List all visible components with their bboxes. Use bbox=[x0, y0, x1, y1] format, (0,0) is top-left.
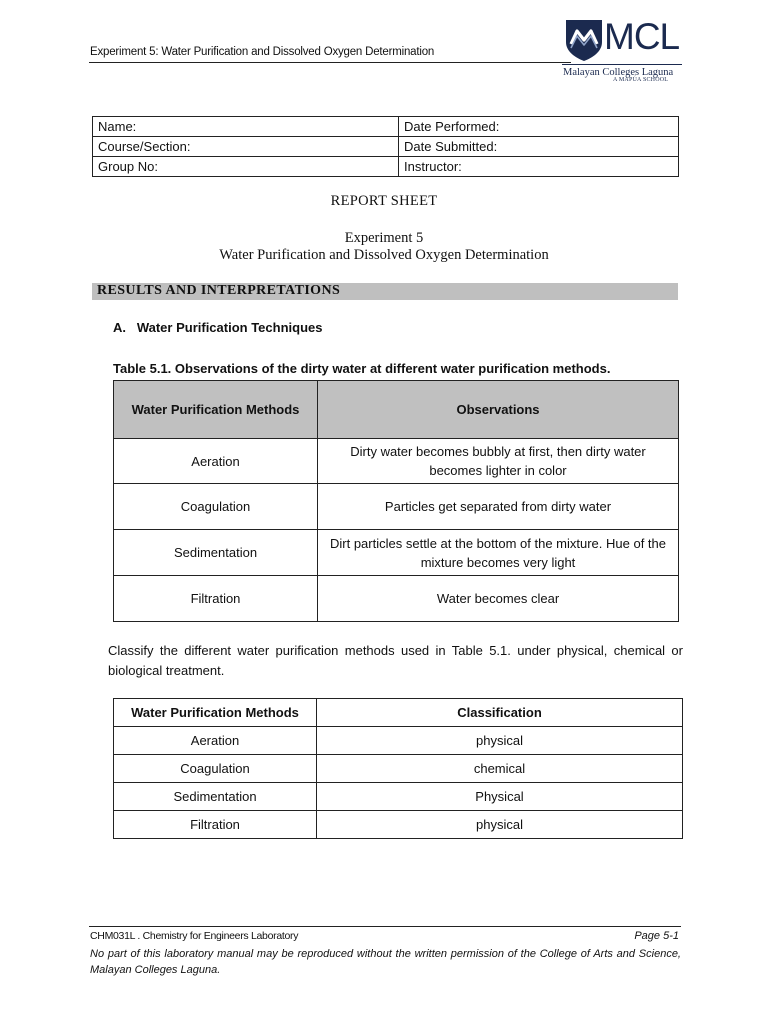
table-row bbox=[114, 727, 683, 755]
section-heading: RESULTS AND INTERPRETATIONS bbox=[97, 283, 341, 298]
section-heading-bar bbox=[92, 283, 678, 300]
report-sheet-heading: REPORT SHEET bbox=[330, 193, 438, 209]
classification-table bbox=[113, 698, 683, 839]
experiment-title: Water Purification and Dissolved Oxygen Determination bbox=[219, 247, 549, 263]
method-cell: Aeration bbox=[114, 439, 318, 484]
table-row bbox=[114, 439, 679, 484]
column-header: Observations bbox=[318, 381, 679, 439]
mcl-logo bbox=[560, 16, 682, 86]
name-field[interactable]: Name: bbox=[93, 117, 399, 137]
running-header-title: Experiment 5: Water Purification and Dissolved Oxygen Determination bbox=[90, 46, 435, 58]
observation-cell: Particles get separated from dirty water bbox=[318, 484, 679, 530]
classification-cell[interactable]: physical bbox=[317, 727, 683, 755]
footer-divider bbox=[89, 926, 681, 927]
copyright-note: No part of this laboratory manual may be reproduced without the written permission of the College of Arts and Science, Malayan Colleges Laguna. bbox=[90, 948, 681, 976]
table-row bbox=[114, 783, 683, 811]
instructor-field[interactable]: Instructor: bbox=[399, 157, 679, 177]
method-cell: Aeration bbox=[114, 727, 317, 755]
logo-college-name: Malayan Colleges Laguna bbox=[563, 67, 674, 78]
table-row bbox=[114, 484, 679, 530]
table-row bbox=[114, 811, 683, 839]
table-row bbox=[114, 755, 683, 783]
classification-cell[interactable]: chemical bbox=[317, 755, 683, 783]
info-row bbox=[93, 157, 679, 177]
date-performed-field[interactable]: Date Performed: bbox=[399, 117, 679, 137]
table-header-row bbox=[114, 699, 683, 727]
header-divider bbox=[89, 62, 571, 63]
table-header-row bbox=[114, 381, 679, 439]
method-cell: Sedimentation bbox=[114, 783, 317, 811]
table-row bbox=[114, 576, 679, 622]
logo-divider bbox=[562, 64, 682, 65]
method-cell: Sedimentation bbox=[114, 530, 318, 576]
page-number: Page 5-1 bbox=[634, 930, 679, 942]
footer-course: CHM031L . Chemistry for Engineers Laboratory bbox=[90, 930, 299, 942]
column-header: Water Purification Methods bbox=[114, 699, 317, 727]
shield-icon bbox=[564, 18, 604, 62]
method-cell: Coagulation bbox=[114, 484, 318, 530]
info-row bbox=[93, 137, 679, 157]
info-row bbox=[93, 117, 679, 137]
course-section-field[interactable]: Course/Section: bbox=[93, 137, 399, 157]
experiment-number: Experiment 5 bbox=[344, 230, 424, 246]
classify-instructions: Classify the different water purification methods used in Table 5.1. under physical, chemical or biological treatment. bbox=[108, 643, 683, 678]
classification-cell[interactable]: physical bbox=[317, 811, 683, 839]
classification-cell[interactable]: Physical bbox=[317, 783, 683, 811]
observation-cell: Dirt particles settle at the bottom of the mixture. Hue of the mixture becomes very light bbox=[318, 530, 679, 576]
observations-table bbox=[113, 380, 679, 622]
method-cell: Coagulation bbox=[114, 755, 317, 783]
group-no-field[interactable]: Group No: bbox=[93, 157, 399, 177]
date-submitted-field[interactable]: Date Submitted: bbox=[399, 137, 679, 157]
column-header: Water Purification Methods bbox=[114, 381, 318, 439]
method-cell: Filtration bbox=[114, 811, 317, 839]
subsection-heading: A. Water Purification Techniques bbox=[113, 320, 323, 335]
method-cell: Filtration bbox=[114, 576, 318, 622]
observation-cell: Dirty water becomes bubbly at first, then dirty water becomes lighter in color bbox=[318, 439, 679, 484]
observation-cell: Water becomes clear bbox=[318, 576, 679, 622]
logo-abbreviation: MCL bbox=[604, 16, 680, 57]
column-header: Classification bbox=[317, 699, 683, 727]
table-row bbox=[114, 530, 679, 576]
logo-tagline: A MAPÚA SCHOOL bbox=[613, 77, 669, 83]
table-caption: Table 5.1. Observations of the dirty water at different water purification methods. bbox=[113, 361, 611, 376]
student-info-table bbox=[92, 116, 679, 177]
